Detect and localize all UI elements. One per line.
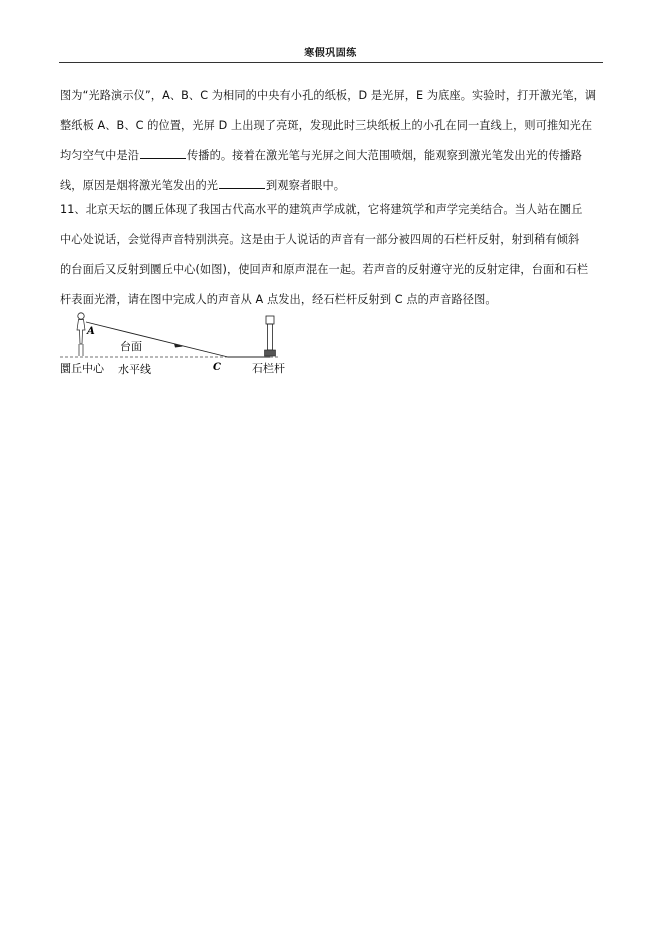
label-platform: 台面 (120, 340, 142, 353)
q10-line-3-end: 传播的。接着在激光笔与光屏之间大范围喷烟，能观察到激光笔发出光的传播路 (187, 149, 583, 162)
label-horizontal: 水平线 (118, 363, 151, 376)
header-rule (59, 62, 603, 63)
label-c: C (213, 362, 221, 373)
q10-line-3-start: 均匀空气中是沿 (60, 149, 140, 162)
label-railing: 石栏杆 (252, 362, 285, 375)
q10-line-2: 整纸板 A、B、C 的位置，光屏 D 上出现了亮斑，发现此时三块纸板上的小孔在同一直线上，则可推知光在 (60, 119, 593, 132)
q10-line-1: 图为“光路演示仪”，A、B、C 为相同的中央有小孔的纸板，D 是光屏，E 为底座。实验时，打开激光笔，调 (60, 89, 597, 102)
label-a: A (87, 326, 95, 337)
q10-line-3 (60, 141, 605, 171)
stone-railing-icon (265, 316, 276, 356)
q11-line-3: 的台面后又反射到圜丘中心(如图)，使回声和原声混在一起。若声音的反射遵守光的反射定律，台面和石栏 (60, 263, 589, 276)
answer-blank-1[interactable] (140, 147, 186, 159)
q10-line-4-start: 线，原因是烟将激光笔发出的光 (60, 179, 219, 192)
answer-blank-2[interactable] (219, 177, 265, 189)
question-11 (60, 195, 605, 315)
q11-line-2: 中心处说话，会觉得声音特别洪亮。这是由于人说话的声音有一部分被四周的石栏杆反射，射到稍有倾斜 (60, 233, 580, 246)
sound-path-figure[interactable] (56, 308, 296, 378)
page-header: 寒假巩固练 (304, 48, 357, 59)
question-10 (60, 81, 605, 201)
platform-line (86, 322, 228, 357)
q11-line-4: 杆表面光滑，请在图中完成人的声音从 A 点发出，经石栏杆反射到 C 点的声音路径图。 (60, 293, 497, 306)
q10-line-4-end: 到观察者眼中。 (266, 179, 346, 192)
q11-line-1: 11、北京天坛的圜丘体现了我国古代高水平的建筑声学成就，它将建筑学和声学完美结合。当人站在圜丘 (60, 203, 583, 216)
person-icon (77, 313, 85, 356)
label-center: 圜丘中心 (60, 362, 104, 375)
